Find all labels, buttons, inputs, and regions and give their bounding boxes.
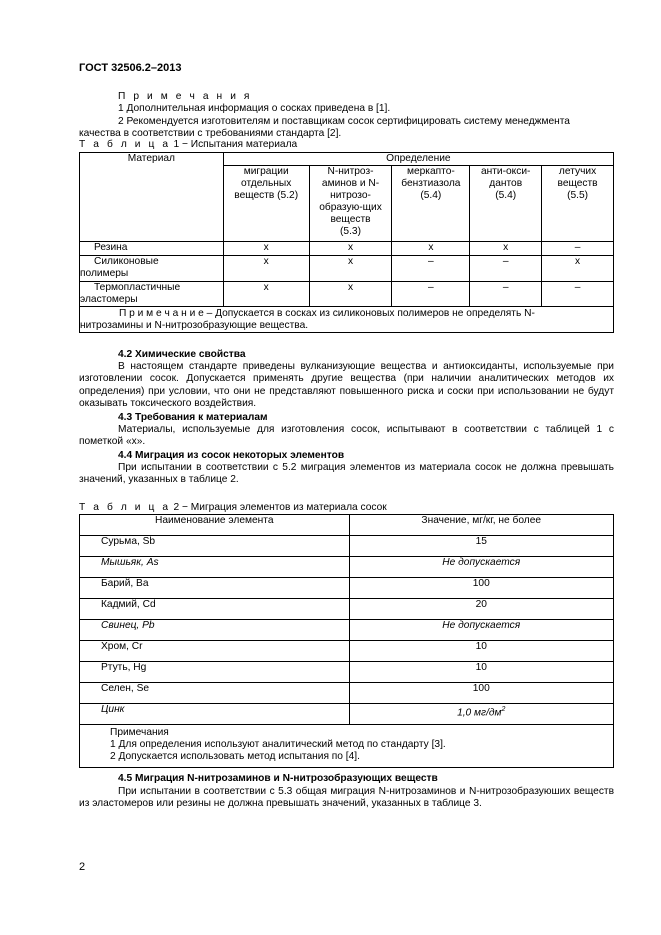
table1-value-cell: –	[392, 256, 470, 282]
table2-value-text: 100	[472, 578, 490, 589]
section-4-4-heading: 4.4 Миграция из сосок некоторых элементов	[118, 450, 345, 461]
table2-value-text: 100	[472, 683, 490, 694]
table1-subheader-1	[223, 166, 309, 242]
table1-value-cell: –	[542, 242, 614, 256]
table1-subheader-line: образую-щих	[319, 202, 382, 213]
table2-row	[80, 704, 614, 725]
table2-element-value	[349, 662, 614, 683]
table2-element-value	[349, 704, 614, 725]
table1-subheader-line: веществ	[330, 214, 371, 225]
table1-material-line: Термопластичные	[94, 282, 181, 293]
table2-element-value	[349, 620, 614, 641]
table2-caption-prefix: Т а б л и ц а	[79, 502, 171, 513]
table1-subheader-line: (5.4)	[420, 190, 442, 201]
table2-element-value	[349, 536, 614, 557]
table1-material-cell	[80, 242, 224, 256]
notes-title: П р и м е ч а н и я	[118, 91, 253, 102]
section-4-4-text: При испытании в соответствии с 5.2 миграция элементов из материала сосок не должна превышать значений, указанных в таблице 2.	[79, 462, 614, 486]
table2-value-text: Не допускается	[442, 620, 521, 631]
table2-value-superscript: 2	[501, 706, 506, 713]
table1-header-determination: Определение	[223, 153, 613, 166]
table1-caption-rest: 1 − Испытания материала	[170, 139, 298, 150]
table1-subheader-line: веществ	[557, 178, 598, 189]
table1-subheader-line: N-нитроз-	[327, 166, 374, 177]
table-element-migration	[79, 514, 614, 768]
table1-value-cell: x	[542, 256, 614, 282]
table2-row	[80, 578, 614, 599]
table2-value-text: 20	[475, 599, 487, 610]
table1-subheader-line: меркапто-	[406, 166, 455, 177]
table2-value-text: 10	[475, 662, 487, 673]
note-2-line-2: качества в соответствии с требованиями стандарта [2].	[79, 128, 342, 139]
table1-note-line-2: нитрозамины и N-нитрозобразующие вещества.	[80, 320, 309, 331]
table1-subheader-line: (5.3)	[340, 226, 361, 237]
table1-value-cell: –	[392, 282, 470, 307]
table2-row	[80, 536, 614, 557]
table-materials-tests	[79, 152, 614, 333]
page-number: 2	[79, 861, 86, 873]
table1-material-line: Резина	[94, 242, 128, 253]
table1-subheader-5	[542, 166, 614, 242]
table2-header-name: Наименование элемента	[80, 515, 350, 536]
table1-row	[80, 282, 614, 307]
table2-value-text: 10	[475, 641, 487, 652]
table1-value-cell: –	[470, 282, 542, 307]
table1-material-line: Силиконовые	[94, 256, 159, 267]
table1-material-line: эластомеры	[80, 294, 138, 305]
table1-value-cell: –	[542, 282, 614, 307]
table2-element-name: Цинк	[80, 704, 350, 725]
table1-subheader-line: аминов и N-	[321, 178, 380, 189]
standard-header: ГОСТ 32506.2–2013	[79, 62, 182, 74]
table2-element-value	[349, 683, 614, 704]
table2-row	[80, 683, 614, 704]
table2-element-name: Ртуть, Hg	[80, 662, 350, 683]
section-4-5-text: При испытании в соответствии с 5.3 общая миграция N-нитрозаминов и N-нитрозобразуюших веществ из эластомеров или резины не должна превышать значений, указанных в таблице 3.	[79, 786, 614, 810]
table1-subheader-3	[392, 166, 470, 242]
table1-subheader-4	[470, 166, 542, 242]
table2-value-text: Не допускается	[442, 557, 521, 568]
table1-caption	[79, 139, 297, 151]
table2-caption	[79, 502, 387, 514]
table1-subheader-line: веществ (5.2)	[234, 190, 299, 201]
table1-subheader-2	[309, 166, 392, 242]
table1-subheader-line: бензтиазола	[401, 178, 461, 189]
table2-element-name: Селен, Se	[80, 683, 350, 704]
table1-note-line-1: П р и м е ч а н и е – Допускается в сосках из силиконовых полимеров не определять N-	[119, 308, 535, 319]
table1-subheader-line: (5.5)	[567, 190, 589, 201]
table1-caption-prefix: Т а б л и ц а	[79, 139, 171, 150]
note-2-line-1: 2 Рекомендуется изготовителям и поставщикам сосок сертифицировать систему менеджмента	[118, 116, 570, 127]
table2-header-value: Значение, мг/кг, не более	[349, 515, 614, 536]
table1-value-cell: x	[309, 256, 392, 282]
section-4-3-text: Материалы, используемые для изготовления сосок, испытывают в соответствии с таблицей 1 с пометкой «х».	[79, 424, 614, 448]
table2-element-value	[349, 557, 614, 578]
table2-element-name: Свинец, Pb	[80, 620, 350, 641]
table2-element-name: Барий, Ba	[80, 578, 350, 599]
table2-notes	[80, 725, 614, 768]
table1-value-cell: x	[223, 256, 309, 282]
table1-value-cell: x	[309, 242, 392, 256]
section-4-2-heading: 4.2 Химические свойства	[118, 349, 246, 360]
section-4-2-text: В настоящем стандарте приведены вулканизующие вещества и антиоксиданты, используемые при изготовлении сосок. Допускается применять другие вещества (при наличии аналитических методов их определения) при условии, что они не представляют повышенного риска и соски при использовании не будут оказывать токсического воздействия.	[79, 361, 614, 409]
table1-value-cell: x	[309, 282, 392, 307]
table1-material-line: полимеры	[80, 268, 129, 279]
table1-subheader-line: (5.4)	[495, 190, 517, 201]
table2-row	[80, 599, 614, 620]
table2-value-text: 1,0 мг/дм	[457, 707, 502, 719]
table2-element-value	[349, 599, 614, 620]
table2-value-text: 15	[475, 536, 487, 547]
table2-element-name: Хром, Cr	[80, 641, 350, 662]
table2-caption-rest: 2 − Миграция элементов из материала сосок	[170, 502, 387, 513]
table2-notes-title: Примечания	[110, 727, 169, 738]
table1-value-cell: x	[470, 242, 542, 256]
table1-row	[80, 242, 614, 256]
table2-row	[80, 620, 614, 641]
table1-subheader-line: нитрозо-	[330, 190, 371, 201]
table2-note-2: 2 Допускается использовать метод испытания по [4].	[110, 751, 360, 762]
table1-value-cell: x	[223, 242, 309, 256]
section-4-5-heading: 4.5 Миграция N-нитрозаминов и N-нитрозобразующих веществ	[118, 773, 438, 784]
table1-subheader-line: летучих	[558, 166, 597, 177]
table1-note	[80, 307, 614, 333]
table2-element-value	[349, 641, 614, 662]
table1-subheader-line: отдельных	[241, 178, 292, 189]
table1-subheader-line: анти-окси-	[480, 166, 531, 177]
table1-material-cell	[80, 256, 224, 282]
table2-element-value	[349, 578, 614, 599]
table2-row	[80, 557, 614, 578]
table2-row	[80, 662, 614, 683]
table1-value-cell: x	[223, 282, 309, 307]
table1-value-cell: –	[470, 256, 542, 282]
table1-header-material: Материал	[80, 153, 224, 242]
note-1: 1 Дополнительная информация о сосках приведена в [1].	[118, 103, 391, 114]
table2-note-1: 1 Для определения используют аналитический метод по стандарту [3].	[110, 739, 446, 750]
table2-element-name: Мышьяк, As	[80, 557, 350, 578]
table1-row	[80, 256, 614, 282]
table1-subheader-line: миграции	[243, 166, 289, 177]
table1-material-cell	[80, 282, 224, 307]
table1-value-cell: x	[392, 242, 470, 256]
table1-subheader-line: дантов	[489, 178, 523, 189]
table2-element-name: Кадмий, Cd	[80, 599, 350, 620]
section-4-3-heading: 4.3 Требования к материалам	[118, 412, 268, 423]
table2-row	[80, 641, 614, 662]
table2-element-name: Сурьма, Sb	[80, 536, 350, 557]
